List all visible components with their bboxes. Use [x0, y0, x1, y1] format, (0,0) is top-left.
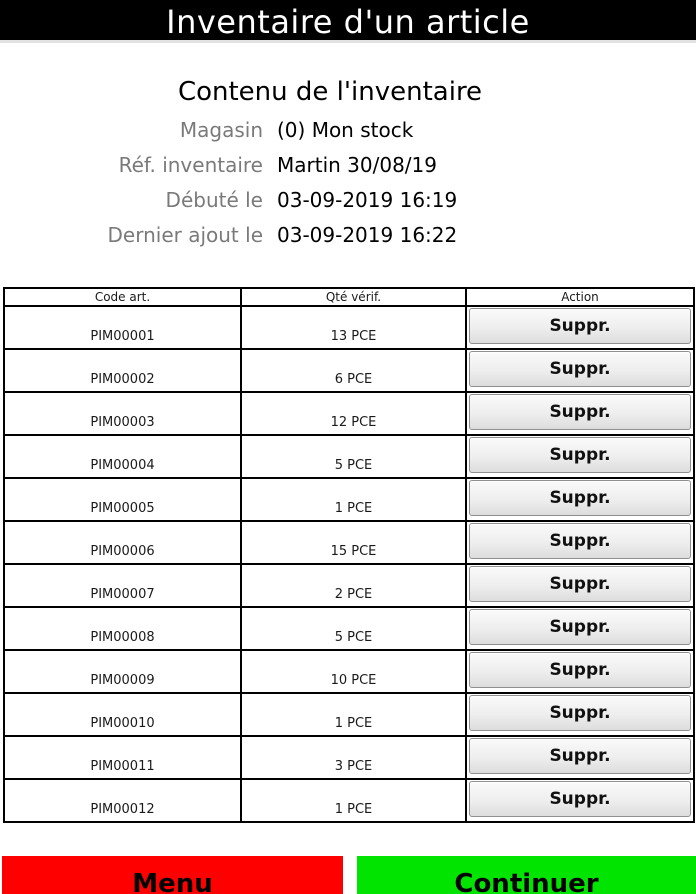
article-code-cell: PIM00012 [4, 779, 241, 822]
table-row [4, 693, 694, 736]
table-row [4, 650, 694, 693]
delete-row-button[interactable]: Suppr. [469, 566, 691, 602]
inventory-summary [0, 77, 696, 253]
action-cell [466, 650, 694, 693]
inventory-table-wrap [3, 287, 693, 823]
article-code-cell: PIM00010 [4, 693, 241, 736]
delete-row-button[interactable]: Suppr. [469, 652, 691, 688]
table-row [4, 736, 694, 779]
article-code-cell: PIM00004 [4, 435, 241, 478]
delete-row-button[interactable]: Suppr. [469, 609, 691, 645]
action-cell [466, 478, 694, 521]
field-debute-le [0, 183, 696, 218]
delete-row-button[interactable]: Suppr. [469, 351, 691, 387]
magasin-value: (0) Mon stock [277, 118, 414, 142]
action-cell [466, 564, 694, 607]
verified-qty-cell: 6 PCE [241, 349, 466, 392]
article-code-cell: PIM00009 [4, 650, 241, 693]
inventory-fields [0, 113, 696, 253]
field-magasin [0, 113, 696, 148]
ref-inventaire-label: Réf. inventaire [118, 153, 263, 177]
action-cell [466, 521, 694, 564]
delete-row-button[interactable]: Suppr. [469, 308, 691, 344]
inventory-table [3, 287, 695, 823]
action-cell [466, 306, 694, 349]
table-row [4, 521, 694, 564]
delete-row-button[interactable]: Suppr. [469, 394, 691, 430]
inventory-table-body [4, 306, 694, 822]
ref-inventaire-value: Martin 30/08/19 [277, 153, 437, 177]
delete-row-button[interactable]: Suppr. [469, 437, 691, 473]
action-cell [466, 392, 694, 435]
magasin-label: Magasin [179, 118, 263, 142]
field-ref-inventaire [0, 148, 696, 183]
table-row [4, 478, 694, 521]
action-cell [466, 349, 694, 392]
action-cell [466, 736, 694, 779]
page-title: Inventaire d'un article [0, 0, 696, 43]
table-row [4, 392, 694, 435]
article-code-cell: PIM00006 [4, 521, 241, 564]
dernier-ajout-value: 03-09-2019 16:22 [277, 223, 458, 247]
article-code-cell: PIM00011 [4, 736, 241, 779]
table-row [4, 607, 694, 650]
verified-qty-cell: 5 PCE [241, 435, 466, 478]
action-cell [466, 693, 694, 736]
footer-actions [0, 856, 696, 894]
verified-qty-cell: 2 PCE [241, 564, 466, 607]
verified-qty-cell: 5 PCE [241, 607, 466, 650]
table-row [4, 435, 694, 478]
delete-row-button[interactable]: Suppr. [469, 738, 691, 774]
article-code-cell: PIM00003 [4, 392, 241, 435]
footer-button-gap [343, 856, 357, 894]
verified-qty-cell: 1 PCE [241, 693, 466, 736]
action-cell [466, 435, 694, 478]
inventory-section-title: Contenu de l'inventaire [177, 77, 483, 107]
action-cell [466, 607, 694, 650]
field-dernier-ajout [0, 218, 696, 253]
debute-le-value: 03-09-2019 16:19 [277, 188, 458, 212]
table-row [4, 306, 694, 349]
verified-qty-cell: 13 PCE [241, 306, 466, 349]
verified-qty-cell: 15 PCE [241, 521, 466, 564]
verified-qty-cell: 12 PCE [241, 392, 466, 435]
delete-row-button[interactable]: Suppr. [469, 523, 691, 559]
delete-row-button[interactable]: Suppr. [469, 480, 691, 516]
verified-qty-cell: 1 PCE [241, 478, 466, 521]
action-cell [466, 779, 694, 822]
article-code-cell: PIM00007 [4, 564, 241, 607]
article-code-cell: PIM00002 [4, 349, 241, 392]
delete-row-button[interactable]: Suppr. [469, 695, 691, 731]
verified-qty-cell: 1 PCE [241, 779, 466, 822]
verified-qty-cell: 10 PCE [241, 650, 466, 693]
article-code-cell: PIM00005 [4, 478, 241, 521]
menu-button[interactable]: Menu [2, 856, 343, 894]
column-header-code: Code art. [4, 288, 241, 306]
dernier-ajout-label: Dernier ajout le [107, 223, 263, 247]
delete-row-button[interactable]: Suppr. [469, 781, 691, 817]
article-code-cell: PIM00008 [4, 607, 241, 650]
debute-le-label: Débuté le [165, 188, 263, 212]
table-row [4, 349, 694, 392]
column-header-qty: Qté vérif. [241, 288, 466, 306]
table-row [4, 779, 694, 822]
article-code-cell: PIM00001 [4, 306, 241, 349]
table-row [4, 564, 694, 607]
continue-button[interactable]: Continuer [357, 856, 696, 894]
table-header-row [4, 288, 694, 306]
verified-qty-cell: 3 PCE [241, 736, 466, 779]
column-header-action: Action [466, 288, 694, 306]
